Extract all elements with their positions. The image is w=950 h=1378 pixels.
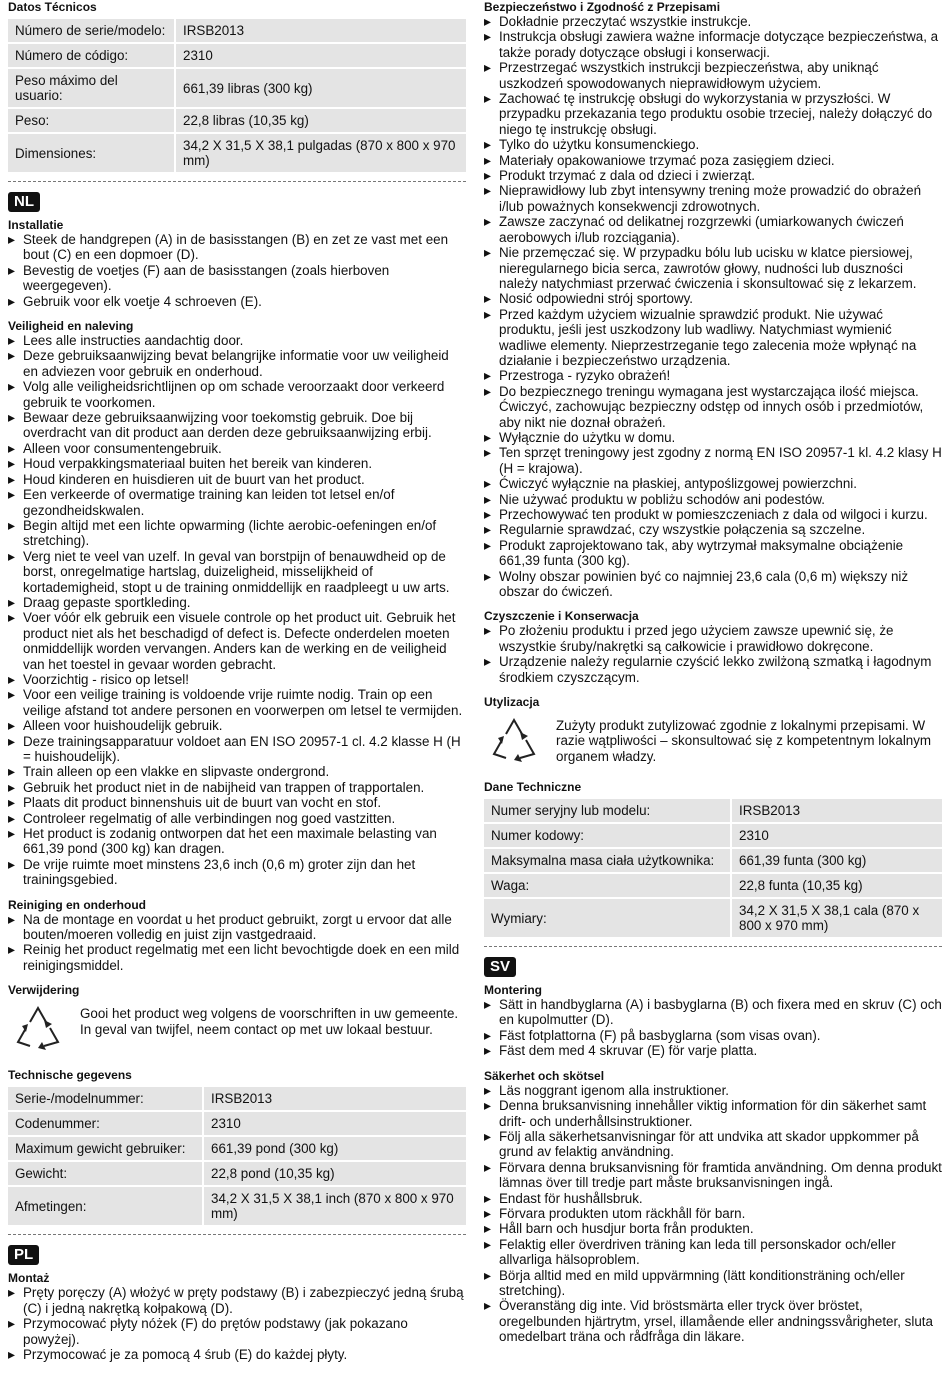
list-item: ▸ Po złożeniu produktu i przed jego użyciem zawsze upewnić się, że wszystkie śruby/nakrętki są całkowicie i prawidłowo dokręcone. — [484, 623, 942, 654]
table-row: Numer kodowy: 2310 — [484, 823, 942, 848]
nl-clean-title: Reiniging en onderhoud — [8, 897, 146, 912]
nl-safety-list — [8, 333, 466, 888]
list-item: ▸ Överanstäng dig inte. Vid bröstsmärta eller tryck över bröstet, oregelbunden hjärtrytm, yrsel, illamående eller andningssvårigheter, sluta omedelbart träna och rådfråga din läkare. — [484, 1298, 942, 1344]
nl-install-title: Installatie — [8, 218, 64, 232]
list-item: ▸ Produkt trzymać z dala od dzieci i zwierząt. — [484, 168, 942, 183]
list-item: ▸ Houd kinderen en huisdieren uit de buurt van het product. — [8, 472, 466, 487]
list-item: ▸ Przymocować płyty nóżek (F) do prętów podstawy (jak pokazano powyżej). — [8, 1316, 466, 1347]
list-item: ▸ Materiały opakowaniowe trzymać poza zasięgiem dzieci. — [484, 153, 942, 168]
table-row: Numer seryjny lub modelu: IRSB2013 — [484, 799, 942, 823]
pl-disposal-text: Zużyty produkt zutylizować zgodnie z lokalnymi przepisami. W razie wątpliwości – skonsultować się z kompetentnym lokalnym organem władzy. — [556, 718, 932, 764]
list-item: ▸ Een verkeerde of overmatige training kan leiden tot letsel en/of gezondheidskwalen. — [8, 487, 466, 518]
list-item: ▸ Het product is zodanig ontworpen dat het een maximale belasting van 661,39 pond (300 kg) kan dragen. — [8, 826, 466, 857]
section-divider — [8, 1234, 466, 1235]
list-item: ▸ Steek de handgrepen (A) in de basisstangen (B) en zet ze vast met een bout (C) en een dopmoer (D). — [8, 232, 466, 263]
list-item: ▸ Bevestig de voetjes (F) aan de basisstangen (zoals hierboven weergegeven). — [8, 263, 466, 294]
list-item: ▸ Plaats dit product binnenshuis uit de buurt van vocht en stof. — [8, 795, 466, 810]
list-item: ▸ Train alleen op een vlakke en slipvaste ondergrond. — [8, 764, 466, 779]
list-item: ▸ Draag gepaste sportkleding. — [8, 595, 466, 610]
list-item: ▸ Läs noggrant igenom alla instruktioner. — [484, 1083, 942, 1098]
list-item: ▸ Fäst fotplattorna (F) på basbyglarna (som visas ovan). — [484, 1028, 942, 1043]
table-row: Número de código: 2310 — [8, 43, 466, 68]
list-item: ▸ Przestrzegać wszystkich instrukcji bezpieczeństwa, aby uniknąć uszkodzeń spowodowanych nieprawidłowym użyciem. — [484, 60, 942, 91]
section-divider — [484, 946, 942, 947]
list-item: ▸ Wyłącznie do użytku w domu. — [484, 430, 942, 445]
es-tech-table — [8, 19, 466, 174]
nl-disposal-title: Verwijdering — [8, 983, 80, 998]
pl-disposal — [484, 714, 942, 770]
list-item: ▸ Alleen voor consumentengebruik. — [8, 441, 466, 456]
list-item: ▸ Regularnie sprawdzać, czy wszystkie połączenia są szczelne. — [484, 522, 942, 537]
list-item: ▸ Reinig het product regelmatig met een licht bevochtigde doek en een mild reinigingsmiddel. — [8, 942, 466, 973]
list-item: ▸ Ćwiczyć wyłącznie na płaskiej, antypoślizgowej powierzchni. — [484, 476, 942, 491]
list-item: ▸ Urządzenie należy regularnie czyścić lekko zwilżoną szmatką i łagodnym środkiem czyszczącym. — [484, 654, 942, 685]
table-row: Serie-/modelnummer: IRSB2013 — [8, 1087, 466, 1111]
list-item: ▸ Nie przemęczać się. W przypadku bólu lub ucisku w klatce piersiowej, nieregularnego bicia serca, zawrotów głowy, nudności lub duszności należy natychmiast przerwać ćwiczenia i skonsultować się z lekarzem. — [484, 245, 942, 291]
list-item: ▸ Gebruik voor elk voetje 4 schroeven (E). — [8, 294, 466, 309]
list-item: ▸ Lees alle instructies aandachtig door. — [8, 333, 466, 348]
pl-clean-title: Czyszczenie i Konserwacja — [484, 609, 639, 624]
sv-language-badge: SV — [484, 957, 516, 977]
sv-install-title: Montering — [484, 983, 542, 998]
list-item: ▸ Voorzichtig - risico op letsel! — [8, 672, 466, 687]
list-item: ▸ Sätt in handbyglarna (A) i basbyglarna (B) och fixera med en skruv (C) och en kupolmutter (D). — [484, 997, 942, 1028]
recycle-icon — [8, 1002, 72, 1058]
pl-clean-list — [484, 623, 942, 685]
sv-install-list — [484, 997, 942, 1059]
list-item: ▸ Felaktig eller överdriven träning kan leda till personskador och/eller allvarliga hälsoproblem. — [484, 1237, 942, 1268]
list-item: ▸ Deze trainingsapparatuur voldoet aan EN ISO 20957-1 cl. 4.2 klasse H (H = huishoudelijk). — [8, 734, 466, 765]
list-item: ▸ Gebruik het product niet in de nabijheid van trappen of trapportalen. — [8, 780, 466, 795]
table-row: Wymiary: 34,2 X 31,5 X 38,1 cala (870 x 800 x 970 mm) — [484, 898, 942, 938]
table-row: Número de serie/modelo: IRSB2013 — [8, 19, 466, 43]
list-item: ▸ Przechowywać ten produkt w pomieszczeniach z dala od wilgoci i kurzu. — [484, 507, 942, 522]
list-item: ▸ Zachować tę instrukcję obsługi do wykorzystania w przyszłości. W przypadku przekazania tego produktu osobie trzeciej, należy dołączyć do niego tę instrukcję obsługi. — [484, 91, 942, 137]
list-item: ▸ Verg niet te veel van uzelf. In geval van borstpijn of benauwdheid op de borst, onregelmatige hartslag, duizeligheid, misselijkheid of kortademigheid, stopt u de training onmiddellijk en raadpleegt u uw arts. — [8, 549, 466, 595]
section-divider — [8, 181, 466, 182]
list-item: ▸ Tylko do użytku konsumenckiego. — [484, 137, 942, 152]
left-column — [8, 0, 466, 1362]
table-row: Afmetingen: 34,2 X 31,5 X 38,1 inch (870 x 800 x 970 mm) — [8, 1186, 466, 1226]
nl-disposal-text: Gooi het product weg volgens de voorschriften in uw gemeente. In geval van twijfel, neem contact op met uw lokaal bestuur. — [80, 1006, 459, 1037]
list-item: ▸ Voer vóór elk gebruik een visuele controle op het product uit. Gebruik het product niet als het beschadigd of defect is. Defecte onderdelen moeten onmiddellijk worden vervangen. Anders kan de werking en de veiligheid van het toestel in gevaar worden gebracht. — [8, 610, 466, 672]
nl-tech-title: Technische gegevens — [8, 1068, 132, 1083]
pl-disposal-title: Utylizacja — [484, 695, 540, 710]
list-item: ▸ Przestroga - ryzyko obrażeń! — [484, 368, 942, 383]
nl-tech-table — [8, 1087, 466, 1227]
list-item: ▸ Deze gebruiksaanwijzing bevat belangrijke informatie voor uw veiligheid en adviezen voor gebruik en onderhoud. — [8, 348, 466, 379]
list-item: ▸ Börja alltid med en mild uppvärmning (lätt konditionsträning och/eller stretching). — [484, 1268, 942, 1299]
pl-install-list — [8, 1285, 466, 1362]
list-item: ▸ Förvara denna bruksanvisning för framtida användning. Om denna produkt lämnas över till tredje part måste bruksanvisningen ingå. — [484, 1160, 942, 1191]
recycle-icon — [484, 714, 548, 770]
list-item: ▸ Houd verpakkingsmateriaal buiten het bereik van kinderen. — [8, 456, 466, 471]
list-item: ▸ Zawsze zaczynać od delikatnej rozgrzewki (umiarkowanych ćwiczeń aerobowych i/lub rozciągania). — [484, 214, 942, 245]
list-item: ▸ Przed każdym użyciem wizualnie sprawdzić produkt. Nie używać produktu, jeśli jest uszkodzony lub wadliwy. Natychmiast wymienić wadliwe elementy. Nieprzestrzeganie tego zalecenia może wpłynąć na działanie i bezpieczeństwo urządzenia. — [484, 307, 942, 369]
list-item: ▸ Instrukcja obsługi zawiera ważne informacje dotyczące bezpieczeństwa, a także porady dotyczące obsługi i konserwacji. — [484, 29, 942, 60]
list-item: ▸ Nie używać produktu w pobliżu schodów ani podestów. — [484, 492, 942, 507]
list-item: ▸ Förvara produkten utom räckhåll för barn. — [484, 1206, 942, 1221]
list-item: ▸ Nosić odpowiedni strój sportowy. — [484, 291, 942, 306]
nl-language-badge: NL — [8, 192, 40, 212]
sv-safety-list — [484, 1083, 942, 1345]
table-row: Waga: 22,8 funta (10,35 kg) — [484, 873, 942, 898]
pl-tech-table — [484, 799, 942, 939]
right-column — [484, 0, 942, 1345]
list-item: ▸ Endast för hushållsbruk. — [484, 1191, 942, 1206]
pl-safety-title: Bezpieczeństwo i Zgodność z Przepisami — [484, 0, 721, 14]
list-item: ▸ De vrije ruimte moet minstens 23,6 inch (0,6 m) groter zijn dan het trainingsgebied. — [8, 857, 466, 888]
list-item: ▸ Przymocować je za pomocą 4 śrub (E) do każdej płyty. — [8, 1347, 466, 1362]
list-item: ▸ Bewaar deze gebruiksaanwijzing voor toekomstig gebruik. Doe bij overdracht van dit product aan derden deze gebruiksaanwijzing erbij. — [8, 410, 466, 441]
pl-safety-list — [484, 14, 942, 599]
es-tech-title: Datos Técnicos — [8, 0, 97, 14]
table-row: Dimensiones: 34,2 X 31,5 X 38,1 pulgadas (870 x 800 x 970 mm) — [8, 133, 466, 173]
list-item: ▸ Denna bruksanvisning innehåller viktig information för din säkerhet samt drift- och underhållsinstruktioner. — [484, 1098, 942, 1129]
nl-disposal — [8, 1002, 466, 1058]
list-item: ▸ Ten sprzęt treningowy jest zgodny z normą EN ISO 20957-1 kl. 4.2 klasy H (H = krajowa). — [484, 445, 942, 476]
pl-language-badge: PL — [8, 1245, 39, 1265]
list-item: ▸ Na de montage en voordat u het product gebruikt, zorgt u ervoor dat alle bouten/moeren volledig en juist zijn vastgedraaid. — [8, 912, 466, 943]
table-row: Gewicht: 22,8 pond (10,35 kg) — [8, 1161, 466, 1186]
list-item: ▸ Controleer regelmatig of alle verbindingen nog goed vastzitten. — [8, 811, 466, 826]
table-row: Maximum gewicht gebruiker: 661,39 pond (300 kg) — [8, 1136, 466, 1161]
table-row: Peso: 22,8 libras (10,35 kg) — [8, 108, 466, 133]
table-row: Peso máximo del usuario: 661,39 libras (300 kg) — [8, 68, 466, 108]
sv-safety-title: Säkerhet och skötsel — [484, 1068, 605, 1083]
list-item: ▸ Dokładnie przeczytać wszystkie instrukcje. — [484, 14, 942, 29]
list-item: ▸ Fäst dem med 4 skruvar (E) för varje platta. — [484, 1043, 942, 1058]
nl-safety-title: Veiligheid en naleving — [8, 319, 134, 334]
table-row: Maksymalna masa ciała użytkownika: 661,39 funta (300 kg) — [484, 848, 942, 873]
list-item: ▸ Produkt zaprojektowano tak, aby wytrzymał maksymalne obciążenie 661,39 funta (300 kg). — [484, 538, 942, 569]
nl-clean-list — [8, 912, 466, 974]
pl-install-title: Montaż — [8, 1271, 50, 1286]
list-item: ▸ Voor een veilige training is voldoende vrije ruimte nodig. Train op een veilige afstand tot andere personen en voorwerpen om letsel te vermijden. — [8, 687, 466, 718]
nl-install-list — [8, 232, 466, 309]
list-item: ▸ Nieprawidłowy lub zbyt intensywny trening może prowadzić do obrażeń i/lub poważnych konsekwencji zdrowotnych. — [484, 183, 942, 214]
list-item: ▸ Alleen voor huishoudelijk gebruik. — [8, 718, 466, 733]
list-item: ▸ Volg alle veiligheidsrichtlijnen op om schade veroorzaakt door verkeerd gebruik te voorkomen. — [8, 379, 466, 410]
list-item: ▸ Do bezpiecznego treningu wymagana jest wystarczająca ilość miejsca. Ćwiczyć, zachowując bezpieczny odstęp od innych osób i przedmiotów, aby nikt nie doznał obrażeń. — [484, 384, 942, 430]
list-item: ▸ Följ alla säkerhetsanvisningar för att undvika att skador uppkommer på grund av felaktig användning. — [484, 1129, 942, 1160]
list-item: ▸ Begin altijd met een lichte opwarming (lichte aerobic-oefeningen en/of stretching). — [8, 518, 466, 549]
list-item: ▸ Wolny obszar powinien być co najmniej 23,6 cala (0,6 m) większy niż obszar do ćwiczeń. — [484, 569, 942, 600]
list-item: ▸ Pręty poręczy (A) włożyć w pręty podstawy (B) i zabezpieczyć jedną śrubą (C) i jedną nakrętką kołpakową (D). — [8, 1285, 466, 1316]
table-row: Codenummer: 2310 — [8, 1111, 466, 1136]
list-item: ▸ Håll barn och husdjur borta från produkten. — [484, 1221, 942, 1236]
pl-tech-title: Dane Techniczne — [484, 780, 582, 795]
